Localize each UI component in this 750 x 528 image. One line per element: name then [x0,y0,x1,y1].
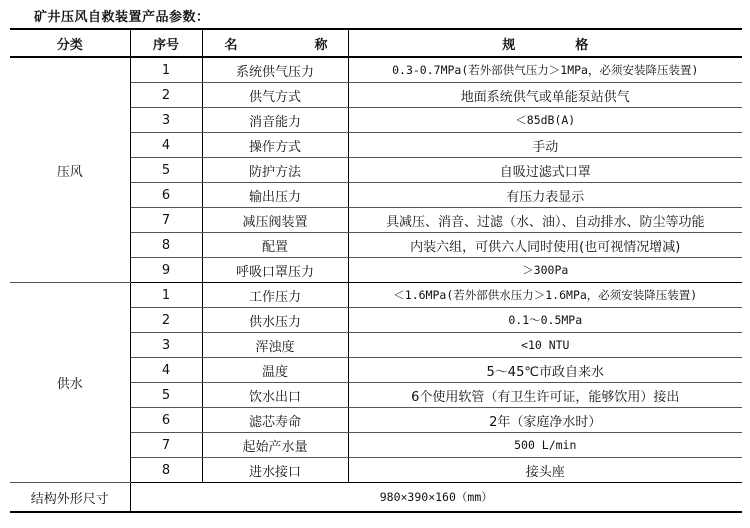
row-no: 4 [130,358,202,383]
row-name: 减压阀装置 [202,208,348,233]
row-name: 操作方式 [202,133,348,158]
row-no: 1 [130,283,202,308]
row-name: 浑浊度 [202,333,348,358]
row-spec: 有压力表显示 [348,183,742,208]
row-no: 9 [130,258,202,283]
row-no: 6 [130,183,202,208]
row-name: 饮水出口 [202,383,348,408]
row-name: 供水压力 [202,308,348,333]
dimensions-label: 结构外形尺寸 [10,483,130,513]
row-spec: 6个使用软管（有卫生许可证，能够饮用）接出 [348,383,742,408]
row-no: 8 [130,233,202,258]
row-spec: 地面系统供气或单能泵站供气 [348,83,742,108]
row-name: 起始产水量 [202,433,348,458]
row-name: 配置 [202,233,348,258]
row-spec: 自吸过滤式口罩 [348,158,742,183]
row-no: 3 [130,108,202,133]
row-spec: 手动 [348,133,742,158]
category-cell: 供水 [10,283,130,483]
row-spec: 0.3-0.7MPa(若外部供气压力＞1MPa，必须安装降压装置) [348,57,742,83]
row-no: 7 [130,433,202,458]
table-row [10,57,742,83]
row-no: 2 [130,83,202,108]
row-spec: 500 L/min [348,433,742,458]
row-no: 1 [130,57,202,83]
row-name: 消音能力 [202,108,348,133]
row-no: 2 [130,308,202,333]
row-no: 5 [130,383,202,408]
row-no: 7 [130,208,202,233]
row-name: 进水接口 [202,458,348,483]
row-spec: ＞300Pa [348,258,742,283]
dimensions-value: 980×390×160（mm） [130,483,742,513]
header-category: 分类 [10,29,130,57]
row-name: 呼吸口罩压力 [202,258,348,283]
row-name: 工作压力 [202,283,348,308]
row-name: 防护方法 [202,158,348,183]
row-name: 温度 [202,358,348,383]
category-cell: 压风 [10,57,130,283]
header-no: 序号 [130,29,202,57]
header-spec: 规 格 [348,29,742,57]
row-spec: 内装六组，可供六人同时使用(也可视情况增减) [348,233,742,258]
dimensions-row [10,483,742,513]
row-spec: 0.1～0.5MPa [348,308,742,333]
header-name: 名 称 [202,29,348,57]
row-name: 供气方式 [202,83,348,108]
row-spec: ＜85dB(A) [348,108,742,133]
row-no: 3 [130,333,202,358]
row-name: 系统供气压力 [202,57,348,83]
page-title: 矿井压风自救装置产品参数： [34,10,210,25]
row-spec: 接头座 [348,458,742,483]
table-header-row [10,29,742,57]
row-spec: 5～45℃市政自来水 [348,358,742,383]
row-spec: 2年（家庭净水时） [348,408,742,433]
row-no: 4 [130,133,202,158]
row-name: 输出压力 [202,183,348,208]
row-no: 8 [130,458,202,483]
row-no: 5 [130,158,202,183]
row-spec: ＜1.6MPa(若外部供水压力＞1.6MPa，必须安装降压装置) [348,283,742,308]
spec-table [10,28,742,513]
row-spec: <10 NTU [348,333,742,358]
row-name: 滤芯寿命 [202,408,348,433]
row-no: 6 [130,408,202,433]
table-row [10,283,742,308]
row-spec: 具减压、消音、过滤（水、油）、自动排水、防尘等功能 [348,208,742,233]
